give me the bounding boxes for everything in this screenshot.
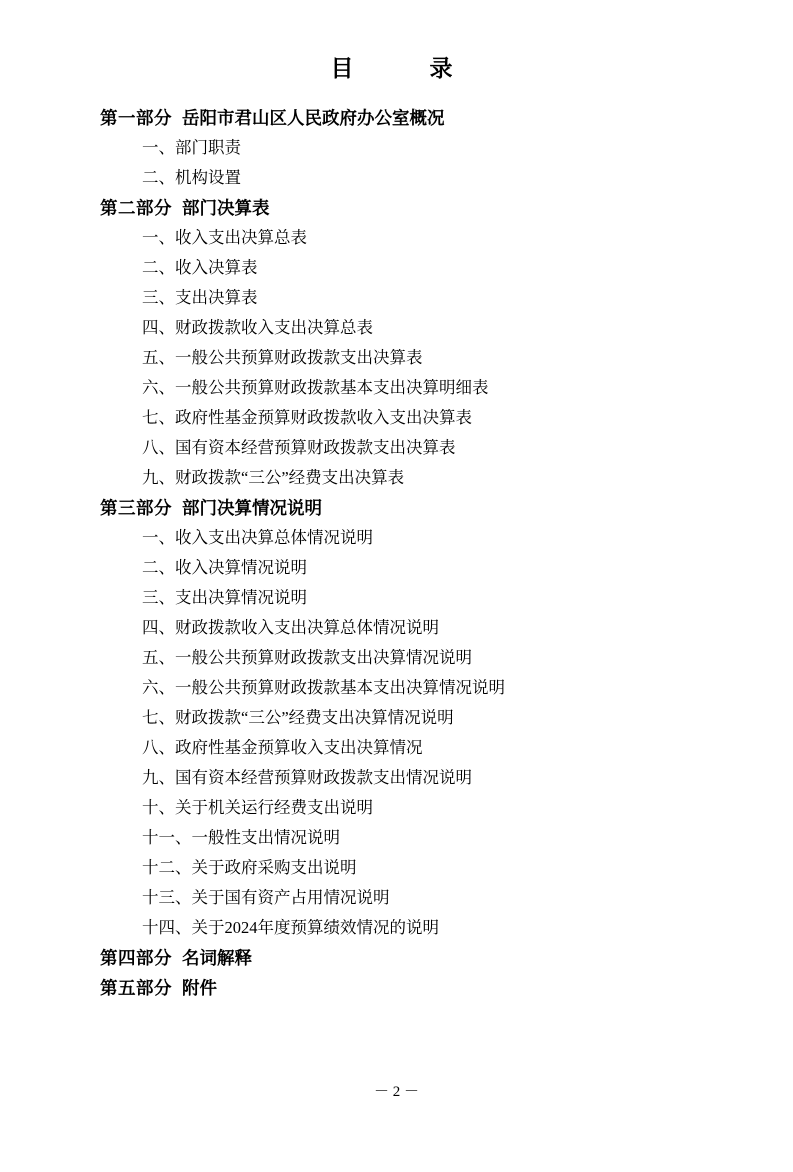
toc-item[interactable]: 六、一般公共预算财政拨款基本支出决算情况说明 xyxy=(142,678,505,697)
toc-item[interactable]: 十四、关于2024年度预算绩效情况的说明 xyxy=(142,918,439,937)
toc-item[interactable]: 八、国有资本经营预算财政拨款支出决算表 xyxy=(142,438,456,457)
toc-item[interactable]: 九、国有资本经营预算财政拨款支出情况说明 xyxy=(142,768,472,787)
page-number: － 2 － xyxy=(373,1084,419,1100)
toc-item[interactable]: 六、一般公共预算财政拨款基本支出决算明细表 xyxy=(142,378,489,397)
toc-item[interactable]: 一、部门职责 xyxy=(142,138,241,157)
toc-item[interactable]: 二、收入决算情况说明 xyxy=(142,558,307,577)
toc-part-label: 第四部分 xyxy=(100,948,172,968)
page-title: 目 录 xyxy=(330,56,463,81)
toc-part-heading[interactable] xyxy=(100,103,723,133)
toc-item[interactable]: 八、政府性基金预算收入支出决算情况 xyxy=(142,738,423,757)
toc-part-name: 部门决算情况说明 xyxy=(182,498,322,518)
toc-part-heading[interactable] xyxy=(100,493,723,523)
toc-item[interactable]: 十二、关于政府采购支出说明 xyxy=(142,858,357,877)
toc-part-name: 部门决算表 xyxy=(182,198,270,218)
toc-part-heading[interactable] xyxy=(100,943,723,973)
document-page xyxy=(0,50,793,1172)
toc-item[interactable]: 三、支出决算情况说明 xyxy=(142,588,307,607)
toc-part-heading[interactable] xyxy=(100,973,723,1003)
toc-part-label: 第五部分 xyxy=(100,978,172,998)
toc-item[interactable]: 四、财政拨款收入支出决算总体情况说明 xyxy=(142,618,439,637)
toc-item[interactable]: 七、财政拨款“三公”经费支出决算情况说明 xyxy=(142,708,454,727)
toc-part-label: 第一部分 xyxy=(100,108,172,128)
toc-item[interactable]: 九、财政拨款“三公”经费支出决算表 xyxy=(142,468,405,487)
toc-item[interactable]: 十、关于机关运行经费支出说明 xyxy=(142,798,373,817)
toc-item[interactable]: 四、财政拨款收入支出决算总表 xyxy=(142,318,373,337)
toc-item[interactable]: 一、收入支出决算总表 xyxy=(142,228,307,247)
toc-item[interactable]: 五、一般公共预算财政拨款支出决算情况说明 xyxy=(142,648,472,667)
toc-item[interactable]: 十一、一般性支出情况说明 xyxy=(142,828,340,847)
toc-part-name: 岳阳市君山区人民政府办公室概况 xyxy=(182,108,445,128)
toc-item[interactable]: 五、一般公共预算财政拨款支出决算表 xyxy=(142,348,423,367)
toc-item[interactable]: 一、收入支出决算总体情况说明 xyxy=(142,528,373,547)
table-of-contents xyxy=(100,103,723,1003)
toc-item[interactable]: 七、政府性基金预算财政拨款收入支出决算表 xyxy=(142,408,472,427)
toc-part-name: 附件 xyxy=(182,978,217,998)
toc-part-label: 第三部分 xyxy=(100,498,172,518)
toc-part-label: 第二部分 xyxy=(100,198,172,218)
toc-part-heading[interactable] xyxy=(100,193,723,223)
toc-item[interactable]: 二、收入决算表 xyxy=(142,258,258,277)
toc-item[interactable]: 十三、关于国有资产占用情况说明 xyxy=(142,888,390,907)
toc-item[interactable]: 三、支出决算表 xyxy=(142,288,258,307)
toc-item[interactable]: 二、机构设置 xyxy=(142,168,241,187)
toc-part-name: 名词解释 xyxy=(182,948,252,968)
